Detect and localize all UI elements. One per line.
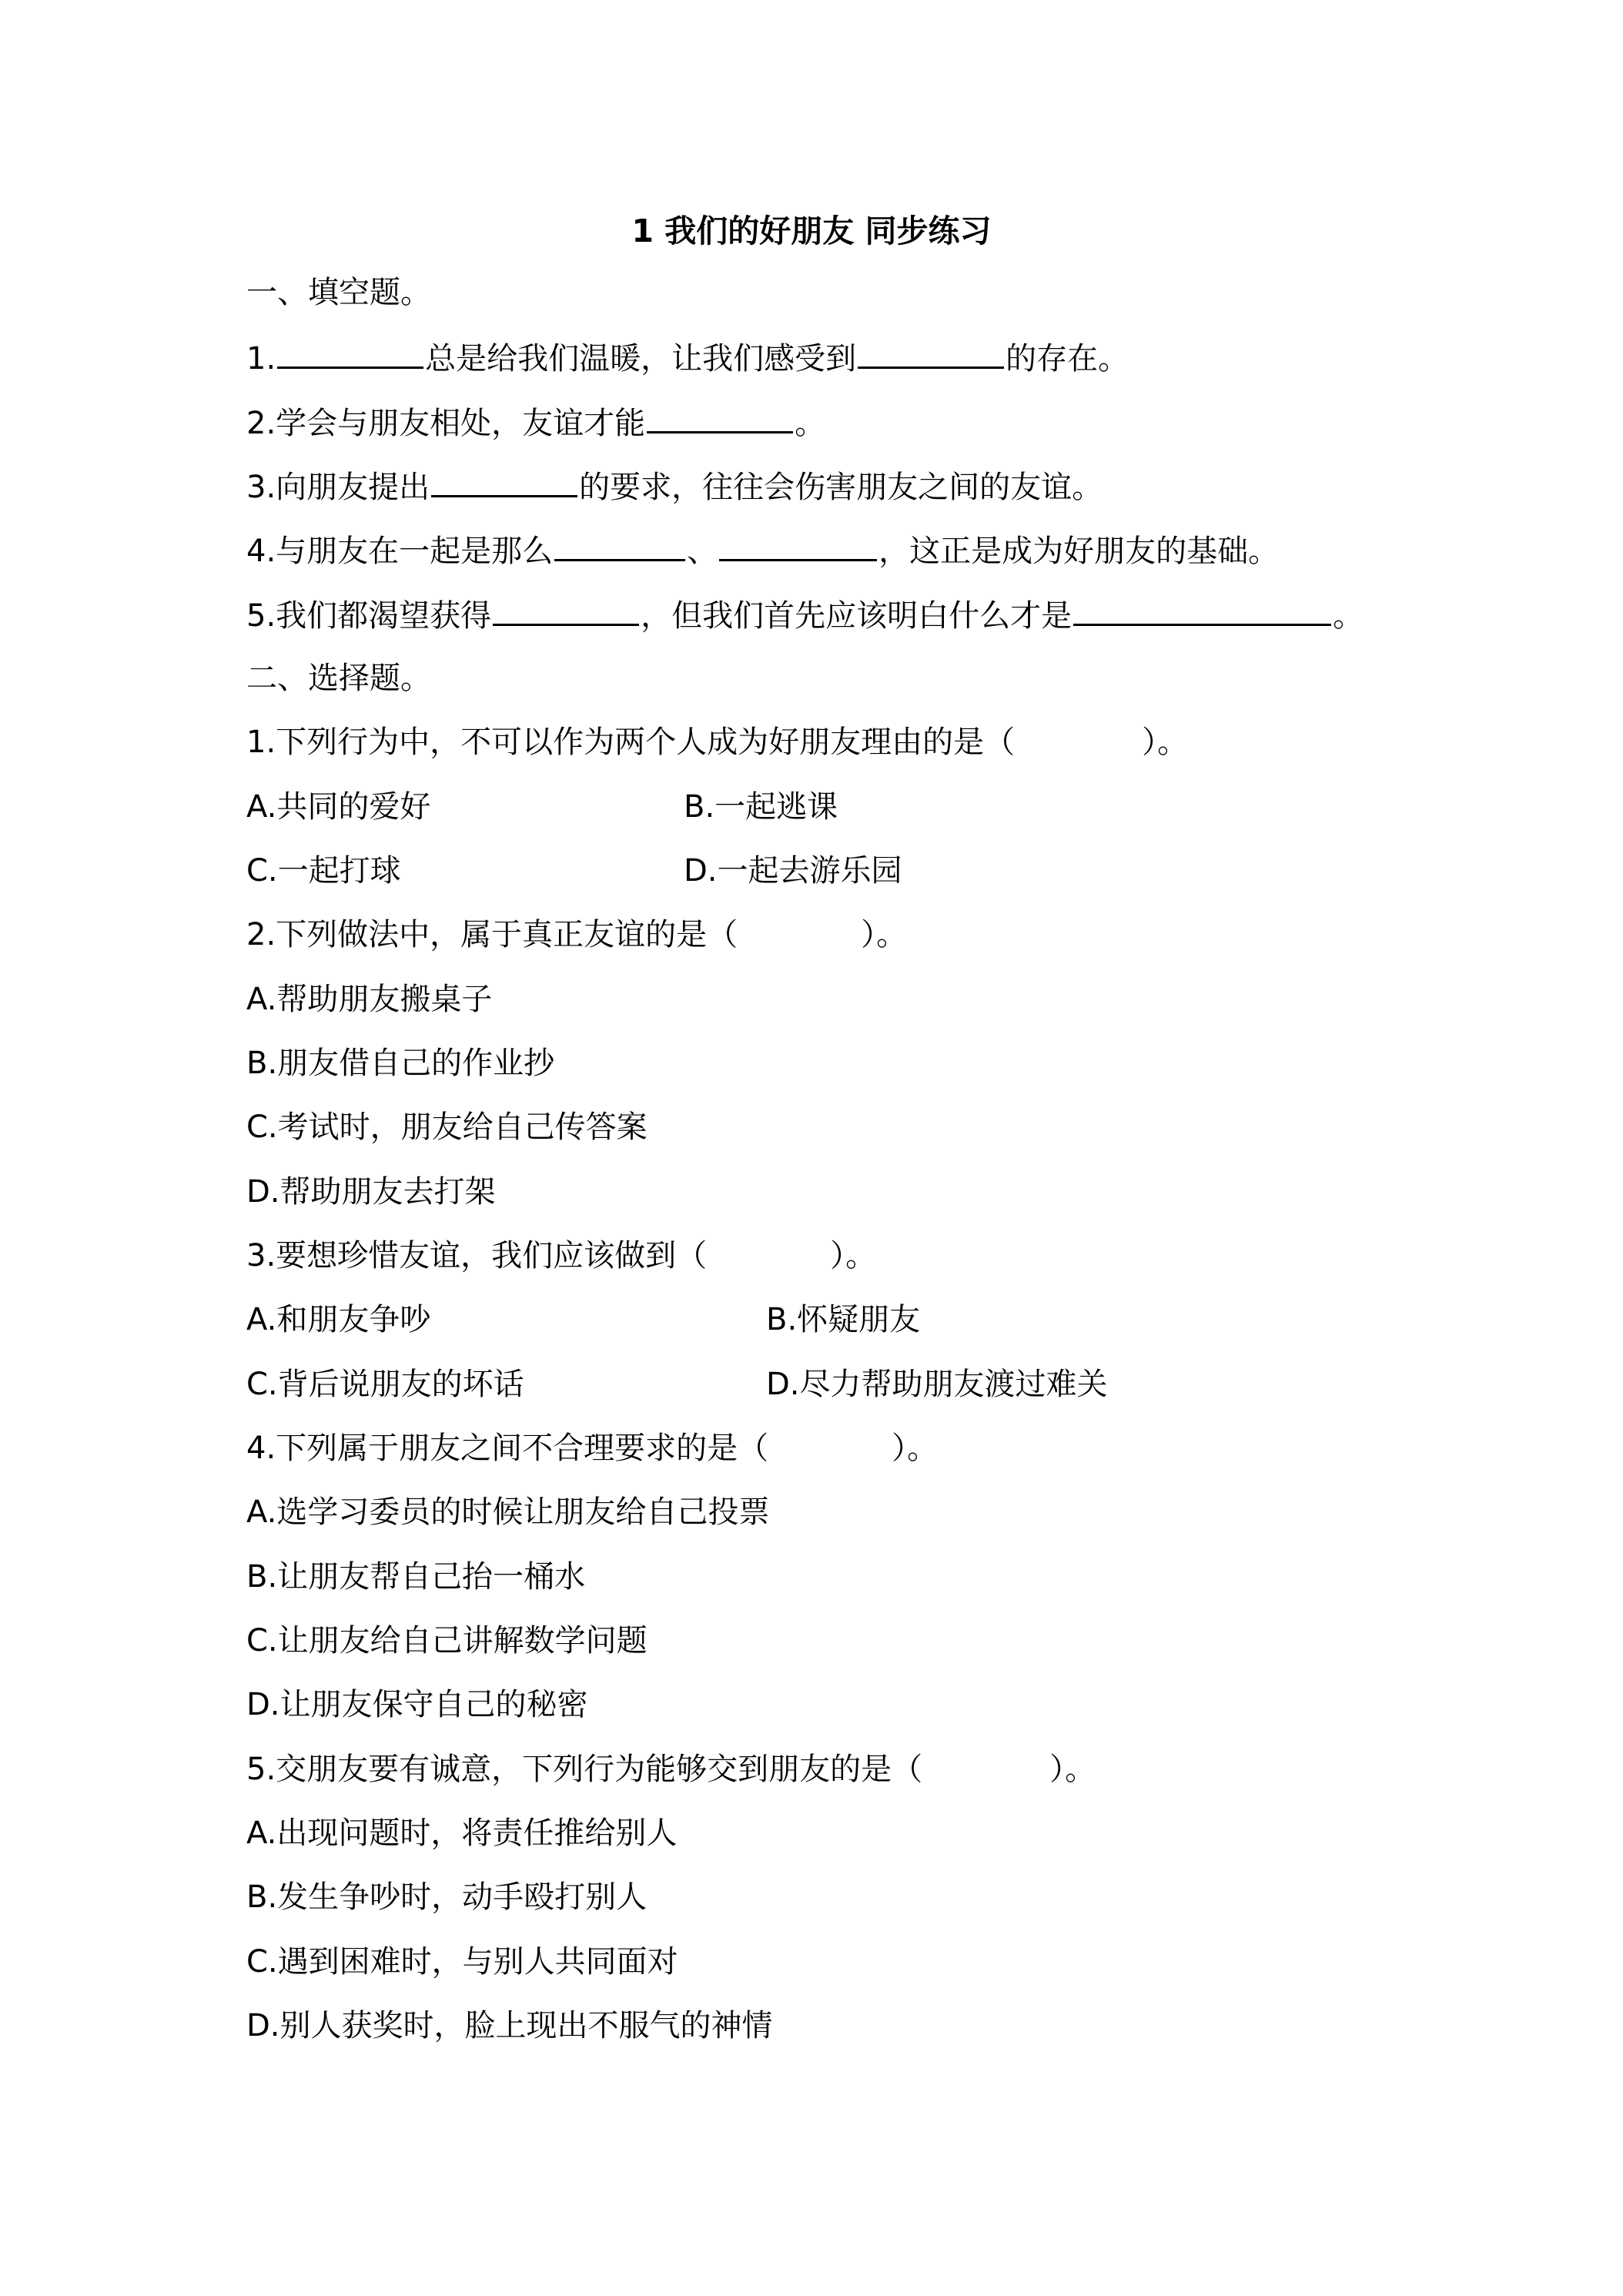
option-c: C.让朋友给自己讲解数学问题 bbox=[246, 1623, 648, 1658]
question-number: 1. bbox=[246, 341, 276, 377]
option-c: C.背后说朋友的坏话 bbox=[246, 1367, 524, 1402]
section-heading-fill-blank: 一、填空题。 bbox=[246, 275, 431, 310]
question-text: ）。 bbox=[830, 1238, 877, 1274]
option-d: D.让朋友保守自己的秘密 bbox=[246, 1687, 588, 1722]
fill-question-2 bbox=[246, 400, 825, 445]
choice-question-3 bbox=[246, 1234, 876, 1277]
option-a: A.共同的爱好 bbox=[246, 789, 431, 825]
question-stem: 2.下列做法中，属于真正友谊的是（ bbox=[246, 917, 738, 952]
question-text: ，这正是成为好朋友的基础。 bbox=[878, 534, 1280, 569]
question-text: 总是给我们温暖，让我们感受到 bbox=[425, 341, 857, 377]
question-text: 与朋友在一起是那么 bbox=[276, 534, 554, 569]
question-stem: 5.交朋友要有诚意，下列行为能够交到朋友的是（ bbox=[246, 1752, 923, 1787]
question-text: 的存在。 bbox=[1006, 341, 1129, 377]
fill-question-3 bbox=[246, 464, 1103, 509]
question-stem: 1.下列行为中，不可以作为两个人成为好朋友理由的是（ bbox=[246, 725, 1016, 760]
question-number: 2. bbox=[246, 406, 276, 441]
option-c: C.一起打球 bbox=[246, 853, 401, 889]
question-text: 我们都渴望获得 bbox=[276, 598, 492, 634]
question-text: 。 bbox=[1333, 598, 1364, 634]
option-a: A.出现问题时，将责任推给别人 bbox=[246, 1816, 678, 1851]
choice-question-2 bbox=[246, 913, 907, 956]
option-b: B.朋友借自己的作业抄 bbox=[246, 1046, 555, 1081]
page-title: 1 我们的好朋友 同步练习 bbox=[631, 213, 992, 249]
answer-blank[interactable] bbox=[431, 464, 577, 497]
option-d: D.一起去游乐园 bbox=[684, 853, 902, 889]
question-number: 5. bbox=[246, 598, 276, 634]
option-a: A.和朋友争吵 bbox=[246, 1302, 431, 1337]
fill-question-1 bbox=[246, 336, 1129, 380]
question-number: 3. bbox=[246, 470, 276, 505]
option-a: A.帮助朋友搬桌子 bbox=[246, 982, 493, 1017]
option-d: D.尽力帮助朋友渡过难关 bbox=[766, 1367, 1108, 1402]
option-d: D.帮助朋友去打架 bbox=[246, 1174, 496, 1210]
answer-blank[interactable] bbox=[493, 593, 639, 626]
choice-question-5 bbox=[246, 1748, 1096, 1791]
question-text: ）。 bbox=[1142, 725, 1189, 760]
question-text: 。 bbox=[795, 406, 826, 441]
option-b: B.怀疑朋友 bbox=[766, 1302, 921, 1337]
choice-question-1 bbox=[246, 721, 1188, 764]
question-text: ）。 bbox=[1049, 1752, 1096, 1787]
option-c: C.考试时，朋友给自己传答案 bbox=[246, 1110, 648, 1145]
section-heading-choice: 二、选择题。 bbox=[246, 661, 431, 696]
option-d: D.别人获奖时，脸上现出不服气的神情 bbox=[246, 2008, 773, 2043]
question-text: 的要求，往往会伤害朋友之间的友谊。 bbox=[579, 470, 1103, 505]
question-stem: 3.要想珍惜友谊，我们应该做到（ bbox=[246, 1238, 708, 1274]
question-stem: 4.下列属于朋友之间不合理要求的是（ bbox=[246, 1431, 769, 1466]
answer-blank[interactable] bbox=[858, 336, 1004, 369]
question-text: ）。 bbox=[861, 917, 908, 952]
question-text: 学会与朋友相处，友谊才能 bbox=[276, 406, 646, 441]
fill-question-4 bbox=[246, 528, 1279, 573]
question-text: ，但我们首先应该明白什么才是 bbox=[641, 598, 1073, 634]
choice-question-4 bbox=[246, 1427, 938, 1470]
option-b: B.一起逃课 bbox=[684, 789, 838, 825]
fill-question-5 bbox=[246, 593, 1364, 638]
question-text: ）。 bbox=[892, 1431, 939, 1466]
answer-blank[interactable] bbox=[647, 400, 793, 433]
answer-blank[interactable] bbox=[719, 528, 877, 561]
question-text: 、 bbox=[687, 534, 718, 569]
option-b: B.让朋友帮自己抬一桶水 bbox=[246, 1559, 586, 1595]
answer-blank[interactable] bbox=[554, 528, 685, 561]
question-text: 向朋友提出 bbox=[276, 470, 430, 505]
answer-blank[interactable] bbox=[1073, 593, 1331, 626]
option-b: B.发生争吵时，动手殴打别人 bbox=[246, 1879, 648, 1915]
option-a: A.选学习委员的时候让朋友给自己投票 bbox=[246, 1494, 770, 1530]
option-c: C.遇到困难时，与别人共同面对 bbox=[246, 1944, 678, 1980]
answer-blank[interactable] bbox=[277, 336, 423, 369]
question-number: 4. bbox=[246, 534, 276, 569]
